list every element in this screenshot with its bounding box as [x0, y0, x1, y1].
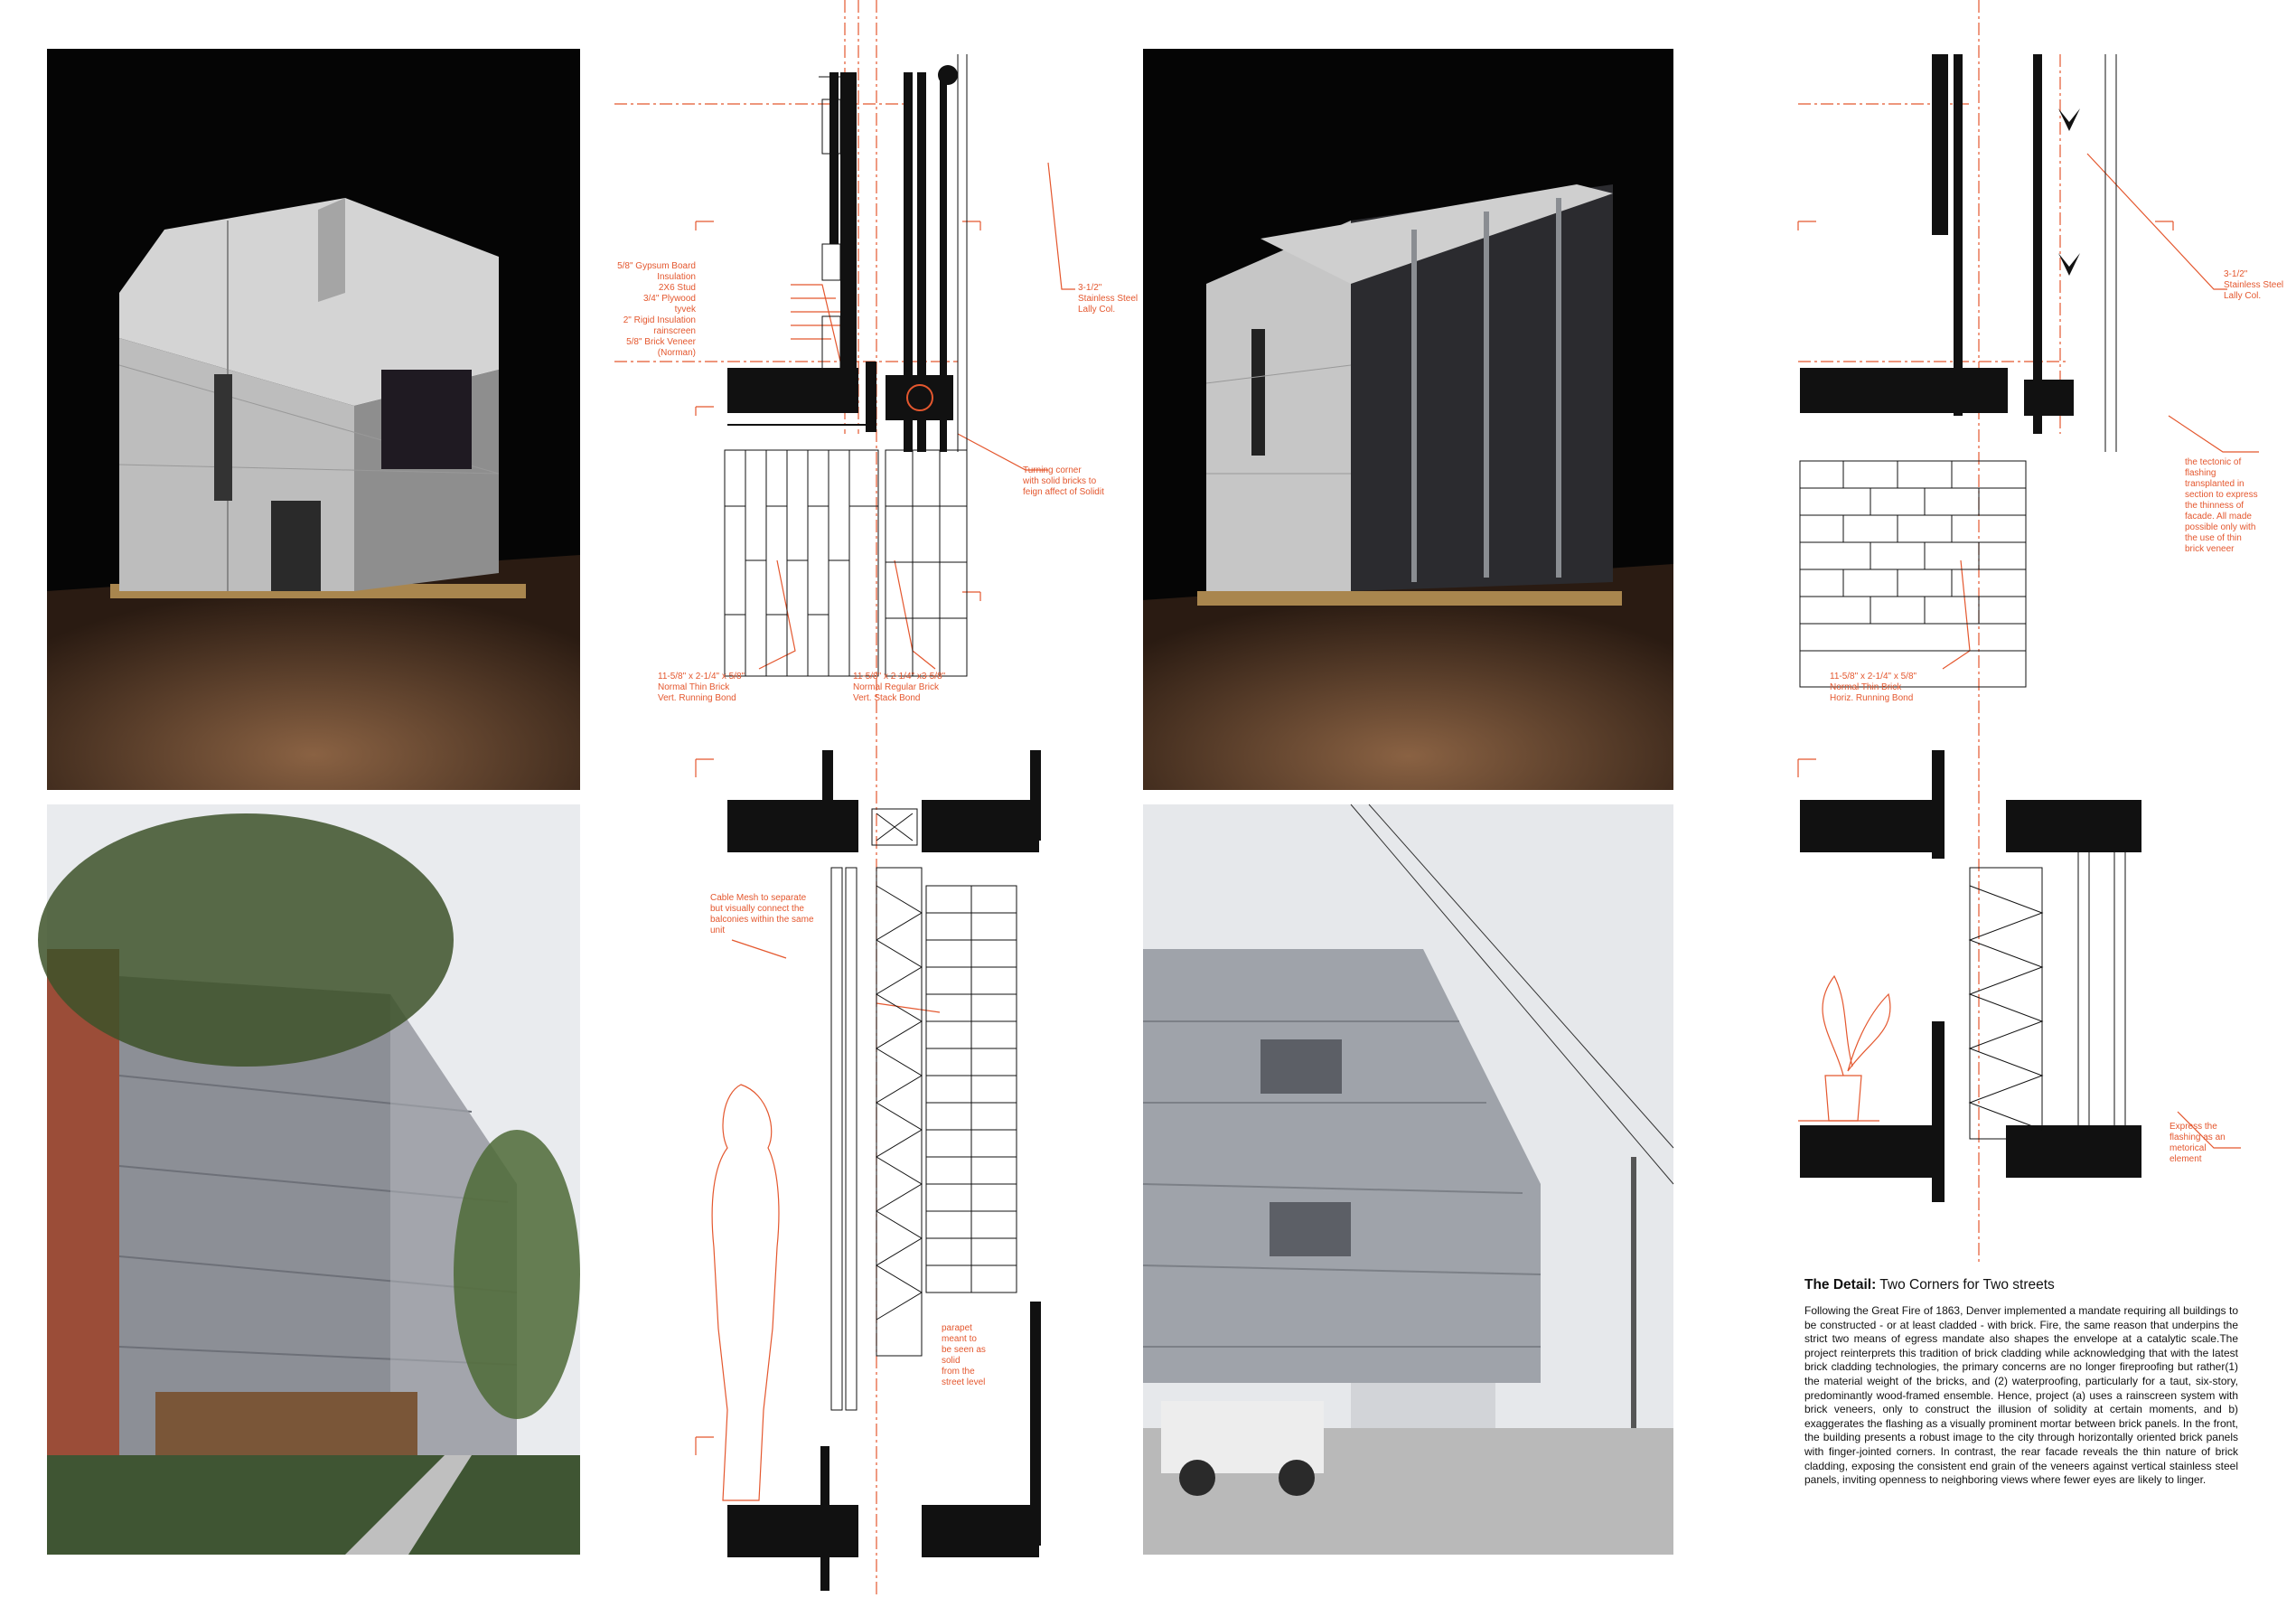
- regular-brick-vertical-annotation: 11-5/8" x 2-1/4" x3-5/8" Normal Regular Brick Vert. Stack Bond: [853, 672, 946, 703]
- essay-title-rest: Two Corners for Two streets: [1876, 1277, 2055, 1292]
- lally-column-annotation-1: 3-1/2" Stainless Steel Lally Col.: [1078, 283, 1139, 315]
- front-street-render: [1143, 804, 1673, 1555]
- rear-street-render: [47, 804, 580, 1555]
- lally-column-annotation-2: 3-1/2" Stainless Steel Lally Col.: [2224, 269, 2284, 301]
- wall-detail-drawing-2: [1699, 0, 2250, 1265]
- wall-detail-drawing-1: [614, 0, 1139, 1598]
- flashing-tectonic-annotation: the tectonic of flashing transplanted in section to express the thinness of facade. All made possible only with the use of thin brick veneer: [2185, 457, 2258, 554]
- flashing-metorical-annotation: Express the flashing as an metorical element: [2169, 1122, 2226, 1164]
- thin-brick-vertical-annotation: 11-5/8" x 2-1/4" x 5/8" Normal Thin Brick Vert. Running Bond: [658, 672, 745, 703]
- turning-corner-annotation: Turning corner with solid bricks to feign affect of Solidit: [1023, 465, 1104, 497]
- rear-mockup-night-render: [1143, 49, 1673, 790]
- parapet-annotation: parapet meant to be seen as solid from the street level: [942, 1323, 986, 1387]
- essay-body: Following the Great Fire of 1863, Denver implemented a mandate requiring all buildings to be constructed - or at least cladded - with brick. Fire, the same reason that underpins the strict two means of egress mandate also shapes the envelope at a catalytic scale.The project reinterprets this tradition of brick cladding while acknowledging that with the latest brick cladding technologies, the primary concerns are no longer fireproofing but rather(1) the material weight of the bricks, and (2) waterproofing, particularly for a taut, six-story, predominantly wood-framed ensemble. Hence, project (a) uses a rainscreen system with brick veneers, only to construct the illusion of solidity at certain moments, and b) exaggerates the flashing as a visually prominent mortar between brick panels. In the front, the building presents a robust image to the city through horizontally oriented brick panels with finger-jointed corners. In contrast, the rear facade reveals the thin nature of brick cladding, exposing the consistent end grain of the veneers against vertical stainless steel panels, inviting openness to neighboring views where fewer eyes are likely to linger.: [1804, 1304, 2238, 1487]
- wall-layers-annotation: 5/8" Gypsum Board Insulation 2X6 Stud 3/4" Plywood tyvek 2" Rigid Insulation rainscreen 5/8" Brick Veneer (Norman): [617, 261, 696, 358]
- detail-essay: [1804, 1277, 2238, 1488]
- front-mockup-night-render: [47, 49, 580, 790]
- thin-brick-horizontal-annotation: 11-5/8" x 2-1/4" x 5/8" Normal Thin Brick Horiz. Running Bond: [1830, 672, 1917, 703]
- essay-title-bold: The Detail:: [1804, 1277, 1877, 1292]
- essay-title: [1804, 1277, 2238, 1293]
- cable-mesh-annotation: Cable Mesh to separate but visually connect the balconies within the same unit: [710, 893, 814, 935]
